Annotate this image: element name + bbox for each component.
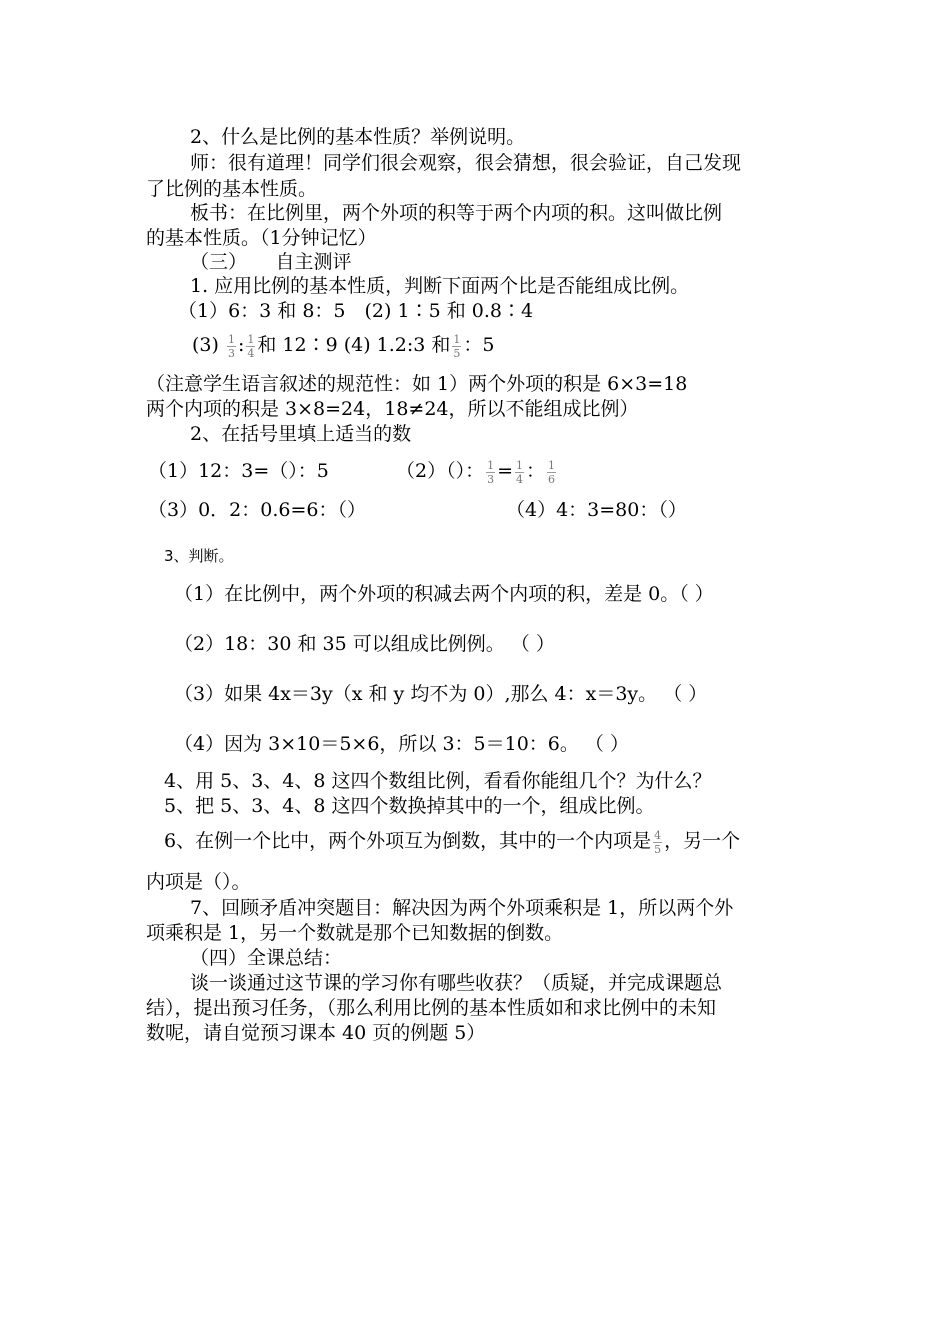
summary-line-1: 谈一谈通过这节课的学习你有哪些收获？（质疑，并完成课题总 <box>190 972 723 994</box>
judge-item-2: （2）18：30 和 35 可以组成比例例。 （ ） <box>174 633 555 655</box>
exercise-6-line-1: 6、在例一个比中，两个外项互为倒数，其中的一个内项是 $\frac{4}{5}$ ，另一个 <box>164 828 741 856</box>
exercise-1-items-3-4: (3) $\frac{1}{3}$ : $\frac{1}{4}$ 和 12∶9 (4) 1.2:3 和 $\frac{1}{5}$ ：5 <box>192 332 495 360</box>
exercise-4: 4、用 5、3、4、8 这四个数组比例，看看你能组几个？为什么？ <box>164 770 712 792</box>
fraction-one-quarter: $\frac{1}{4}$ <box>247 332 255 360</box>
fraction-four-fifths: $\frac{4}{5}$ <box>654 828 662 856</box>
fraction-one-third: $\frac{1}{3}$ <box>227 332 235 360</box>
fill-item-3: （3）0．2：0.6=6：（） <box>148 499 366 521</box>
exercise-1-prompt: 1. 应用比例的基本性质，判断下面两个比是否能组成比例。 <box>190 275 690 297</box>
exercise-6-line-2: 内项是（）。 <box>146 871 251 893</box>
judge-item-1: （1）在比例中，两个外项的积减去两个内项的积，差是 0。（ ） <box>174 583 714 605</box>
fill-item-2: （2）（）： $\frac{1}{3}$ = $\frac{1}{4}$ ： $\frac{1}{6}$ <box>396 458 556 486</box>
exercise-2-prompt: 2、在括号里填上适当的数 <box>190 423 412 445</box>
blackboard-line-2: 的基本性质。（1分钟记忆） <box>146 227 377 249</box>
fill-item-1: （1）12：3=（）：5 <box>148 460 329 482</box>
note-line-2: 两个内项的积是 3×8=24，18≠24，所以不能组成比例） <box>146 398 639 420</box>
fill-item-4: （4）4：3=80：（） <box>506 499 687 521</box>
section-4-heading: （四）全课总结： <box>190 947 343 969</box>
teacher-remark-line-2: 了比例的基本性质。 <box>146 178 318 200</box>
summary-line-3: 数呢，请自觉预习课本 40 页的例题 5） <box>146 1022 486 1044</box>
fraction-one-quarter: $\frac{1}{4}$ <box>516 458 524 486</box>
summary-line-2: 结），提出预习任务，（那么利用比例的基本性质如和求比例中的未知 <box>146 997 717 1019</box>
exercise-7-line-2: 项乘积是 1，另一个数就是那个已知数据的倒数。 <box>146 922 564 944</box>
exercise-5: 5、把 5、3、4、8 这四个数换掉其中的一个，组成比例。 <box>164 795 655 817</box>
fraction-one-third: $\frac{1}{3}$ <box>487 458 495 486</box>
teacher-remark-line-1: 师：很有道理！同学们很会观察，很会猜想，很会验证，自己发现 <box>190 152 742 174</box>
exercise-7-line-1: 7、回顾矛盾冲突题目：解决因为两个外项乘积是 1，所以两个外 <box>190 897 734 919</box>
fraction-one-fifth: $\frac{1}{5}$ <box>453 332 461 360</box>
judge-item-3: （3）如果 4x＝3y（x 和 y 均不为 0）,那么 4：x＝3y。 （ ） <box>174 683 708 705</box>
blackboard-line-1: 板书：在比例里，两个外项的积等于两个内项的积。这叫做比例 <box>190 202 723 224</box>
fraction-one-sixth: $\frac{1}{6}$ <box>548 458 556 486</box>
exercise-1-items-1-2: （1）6：3 和 8：5 (2) 1∶5 和 0.8∶4 <box>178 300 534 322</box>
exercise-3-heading: 3、判断。 <box>164 547 234 565</box>
note-line-1: （注意学生语言叙述的规范性：如 1）两个外项的积是 6×3=18 <box>146 373 688 395</box>
question-2-basic-property: 2、什么是比例的基本性质？举例说明。 <box>190 126 526 148</box>
judge-item-4: （4）因为 3×10＝5×6，所以 3：5＝10：6。 （ ） <box>174 733 629 755</box>
item-3-label: (3) <box>192 334 225 356</box>
section-3-heading: （三） 自主测评 <box>190 251 352 273</box>
